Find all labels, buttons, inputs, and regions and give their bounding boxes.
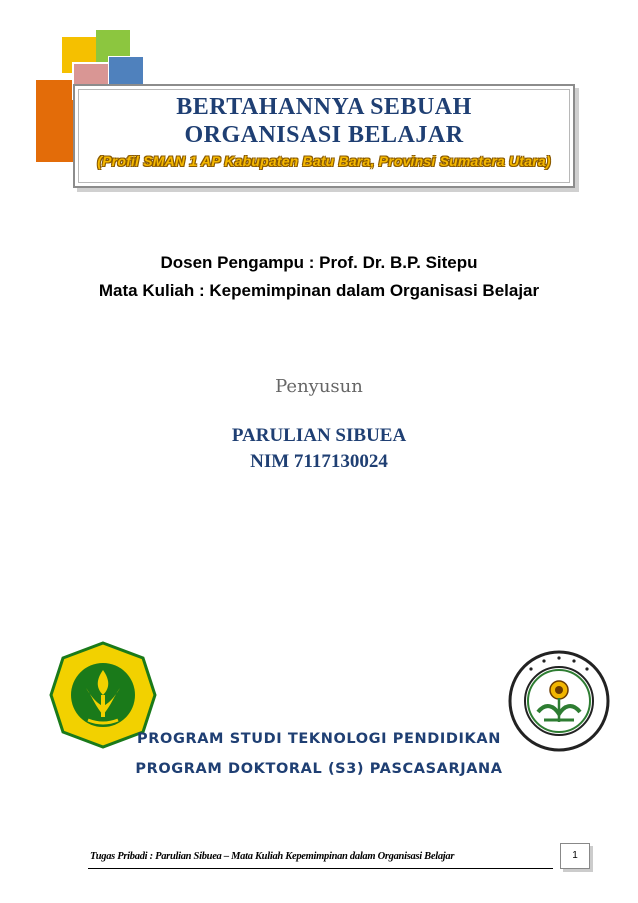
footer-divider [88, 868, 553, 869]
title-box [73, 84, 575, 188]
footer-text: Tugas Pribadi : Parulian Sibuea – Mata Kuliah Kepemimpinan dalam Organisasi Belajar [90, 851, 455, 862]
unimed-logo-subtext [508, 650, 509, 651]
author-name: PARULIAN SIBUEA [231, 425, 407, 446]
author-nim: NIM 7117130024 [250, 451, 388, 472]
title-line-2: ORGANISASI BELAJAR [184, 122, 464, 148]
course-line: Mata Kuliah : Kepemimpinan dalam Organisasi Belajar [98, 281, 540, 300]
unj-logo-text [48, 640, 49, 641]
compiler-label: Penyusun [275, 376, 363, 397]
program-line-2: PROGRAM DOKTORAL (S3) PASCASARJANA [135, 761, 503, 777]
program-line-1: PROGRAM STUDI TEKNOLOGI PENDIDIKAN [137, 731, 501, 747]
title-line-1: BERTAHANNYA SEBUAH [176, 94, 472, 120]
title-subtitle: (Profil SMAN 1 AP Kabupaten Batu Bara, Provinsi Sumatera Utara) [97, 153, 551, 169]
lecturer-line: Dosen Pengampu : Prof. Dr. B.P. Sitepu [160, 253, 478, 272]
page-number: 1 [560, 843, 590, 869]
